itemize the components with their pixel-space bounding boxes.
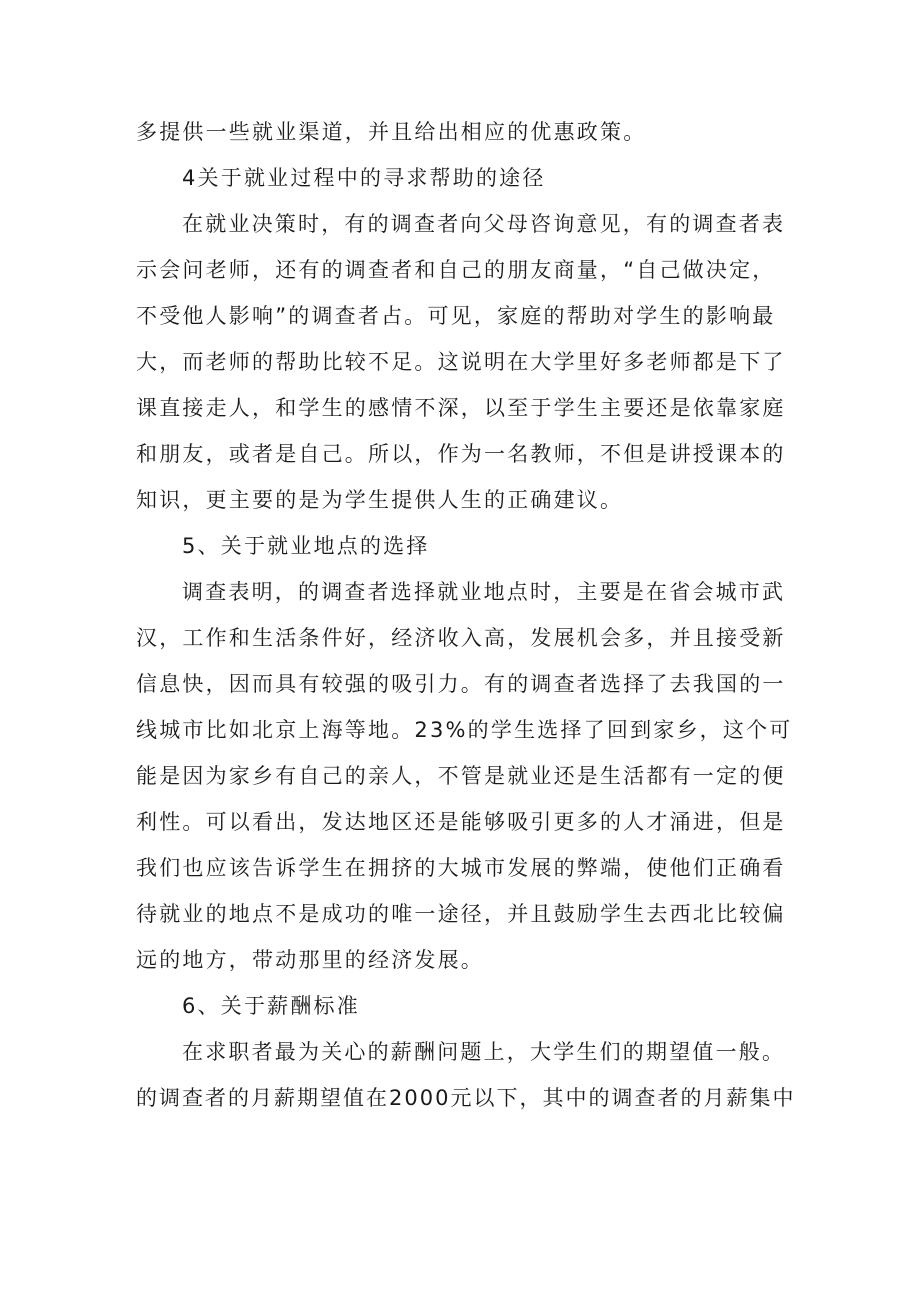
paragraph-line: 不受他人影响”的调查者占。可见，家庭的帮助对学生的影响最 xyxy=(136,304,776,328)
paragraph-line: 远的地方，带动那里的经济发展。 xyxy=(136,948,484,972)
document-body xyxy=(136,109,796,1121)
paragraph-line: 和朋友，或者是自己。所以，作为一名教师，不但是讲授课本的 xyxy=(136,442,786,466)
paragraph-line: 在求职者最为关心的薪酬问题上，大学生们的期望值一般。 xyxy=(182,1040,786,1064)
paragraph-line: 线城市比如北京上海等地。23%的学生选择了回到家乡，这个可 xyxy=(136,718,793,742)
paragraph-line: 能是因为家乡有自己的亲人，不管是就业还是生活都有一定的便 xyxy=(136,764,786,788)
section-heading-6: 6、关于薪酬标准 xyxy=(182,994,360,1018)
paragraph-line: 课直接走人，和学生的感情不深，以至于学生主要还是依靠家庭 xyxy=(136,396,786,420)
paragraph-line: 在就业决策时，有的调查者向父母咨询意见，有的调查者表 xyxy=(182,212,786,236)
paragraph-line: 信息快，因而具有较强的吸引力。有的调查者选择了去我国的一 xyxy=(136,672,786,696)
paragraph-line: 利性。可以看出，发达地区还是能够吸引更多的人才涌进，但是 xyxy=(136,810,786,834)
paragraph-line: 我们也应该告诉学生在拥挤的大城市发展的弊端，使他们正确看 xyxy=(136,856,786,880)
paragraph-line: 大，而老师的帮助比较不足。这说明在大学里好多老师都是下了 xyxy=(136,350,786,374)
paragraph-line: 知识，更主要的是为学生提供人生的正确建议。 xyxy=(136,488,624,512)
paragraph-line: 待就业的地点不是成功的唯一途径，并且鼓励学生去西北比较偏 xyxy=(136,902,786,926)
section-heading-4: 4关于就业过程中的寻求帮助的途径 xyxy=(182,166,546,190)
paragraph-line: 的调查者的月薪期望值在2000元以下，其中的调查者的月薪集中 xyxy=(136,1086,796,1110)
paragraph-line: 示会问老师，还有的调查者和自己的朋友商量，“自己做决定， xyxy=(136,258,776,282)
paragraph-line: 多提供一些就业渠道，并且给出相应的优惠政策。 xyxy=(136,120,647,144)
section-heading-5: 5、关于就业地点的选择 xyxy=(182,534,430,558)
paragraph-line: 汉，工作和生活条件好，经济收入高，发展机会多，并且接受新 xyxy=(136,626,786,650)
paragraph-line: 调查表明，的调查者选择就业地点时，主要是在省会城市武 xyxy=(182,580,786,604)
